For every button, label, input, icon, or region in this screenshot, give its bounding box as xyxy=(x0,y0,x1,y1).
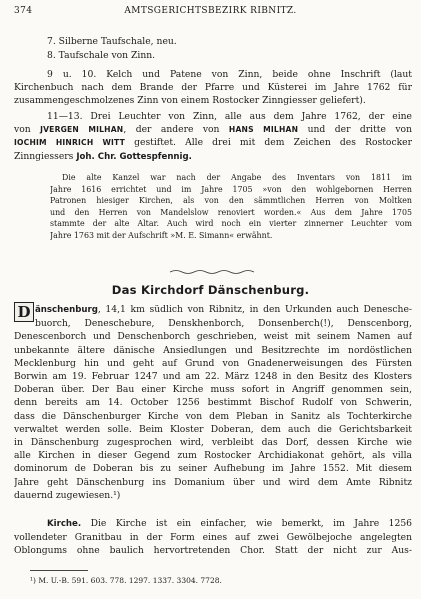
text-line: 11—13. Drei Leuchter von Zinn, alle aus dem Jahre 1762, der eine xyxy=(47,111,412,122)
text-line: zusammengeschmolzenes Zinn von einem Rostocker Zinngiesser geliefert). xyxy=(14,95,366,107)
text-line: dauernd zugewiesen.¹) xyxy=(14,489,121,501)
running-title: AMTSGERICHTSBEZIRK RIBNITZ. xyxy=(124,6,297,16)
text-span: von xyxy=(14,124,31,136)
text-line: unbekannte ältere dänische Ansiedlungen und Besitzrechte im nordöstlichen xyxy=(14,344,412,356)
text-line: alle Kirchen in dieser Gegend zum Rostocker Archidiakonat gehört, als villa xyxy=(14,450,412,462)
footnote-rule xyxy=(30,570,88,571)
item-9-10-paragraph xyxy=(14,68,412,108)
decorated-initial: D xyxy=(14,302,34,322)
text-line: Die alte Kanzel war nach der Angabe des Inventars von 1811 im xyxy=(62,173,412,182)
text-line: Mecklenburg hin und geht auf Grund von Gnadenerweisungen des Fürsten xyxy=(14,357,412,369)
small-print-note xyxy=(50,172,412,242)
text-line xyxy=(14,136,412,149)
text-line xyxy=(14,517,412,531)
text-line: vollendeter Granitbau in der Form eines auf zwei Gewölbejoche angelegten xyxy=(14,532,412,544)
text-span: gestiftet. Alle drei mit dem Zeichen des Rostocker xyxy=(134,137,412,149)
maker-name: Joh. Chr. Gottespfennig. xyxy=(76,151,192,162)
text-line: 9 u. 10. Kelch und Patene von Zinn, beide ohne Inschrift (laut xyxy=(47,69,412,80)
item-11-13-paragraph xyxy=(14,110,412,164)
text-line: verwaltet werden solle. Beim Kloster Doberan, dem auch die Gerichtsbarkeit xyxy=(14,423,412,435)
text-span: Zinngiessers xyxy=(14,150,74,162)
text-line: Jahre 1616 errichtet und im Jahre 1705 »von den wohlgebornen Herren xyxy=(50,184,412,194)
text-span: , der andere von xyxy=(123,124,220,136)
text-span: Die Kirche ist ein einfacher, wie bemerkt, im Jahre 1256 xyxy=(90,518,412,529)
section-ornament xyxy=(168,269,256,275)
item-7: 7. Silberne Taufschale, neu. xyxy=(47,36,177,47)
text-line: buorch, Deneschebure, Denskhenborch, Donsenberch(!), Denscenborg, xyxy=(35,318,412,330)
page-header xyxy=(14,6,407,18)
text-line xyxy=(14,150,412,164)
text-line: Borwin am 19. Februar 1247 und am 22. März 1248 in den Besitz des Klosters xyxy=(14,371,412,383)
section-title: Das Kirchdorf Dänschenburg. xyxy=(111,283,310,297)
kirche-heading: Kirche. xyxy=(47,519,82,529)
text-line: Patronen hiesiger Kirchen, als von den sämmtlichen Herren von Moltken xyxy=(50,196,412,206)
text-line: in Dänschenburg zugesprochen wird, verbleibt das Dorf, dessen Kirche wie xyxy=(14,437,412,449)
text-line: Jahre geht Dänschenburg ins Domanium über und wird dem Amte Ribnitz xyxy=(14,476,412,488)
footnote: ¹) M. U.-B. 591. 603. 778. 1297. 1337. 3304. 7728. xyxy=(30,576,222,585)
text-line: Doberan über. Der Bau einer Kirche muss sofort in Angriff genommen sein, xyxy=(14,384,412,396)
text-line: dass die Dänschenburger Kirche von dem Pleban in Sanitz als Tochterkirche xyxy=(14,410,412,422)
text-span: und der dritte von xyxy=(307,124,412,136)
text-span: , 14,1 km südlich von Ribnitz, in den Urkunden auch Denesche- xyxy=(97,304,412,315)
text-line: dominorum de Doberan bis zu seiner Aufhebung im Jahre 1552. Mit diesem xyxy=(14,463,412,475)
item-8: 8. Taufschale von Zinn. xyxy=(47,50,156,61)
text-line: denn bereits am 14. October 1256 bestimmt Bischof Rudolf von Schwerin, xyxy=(14,397,412,409)
text-line: Oblongums ohne baulich hervortretenden Chor. Statt der nicht zur Aus- xyxy=(14,545,412,557)
text-line: Jahre 1763 mit der Aufschrift »M. E. Simann« erwähnt. xyxy=(50,230,273,240)
text-line: stammte der alte Altar. Auch wird noch ein vierter zinnerner Leuchter vom xyxy=(50,219,412,229)
text-line: Denescenborch und Denschenborch geschrieben, weist mit seinem Namen auf xyxy=(14,331,412,343)
text-line: und den Herren von Mandelslow renoviert worden.« Aus dem Jahre 1705 xyxy=(50,207,412,217)
kirche-paragraph xyxy=(14,517,412,558)
text-line: Kirchenbuch nach dem Brande der Pfarre und Küsterei im Jahre 1762 für xyxy=(14,82,412,94)
inscription-name: IOCHIM HINRICH WITT xyxy=(14,138,125,148)
text-line xyxy=(14,303,412,317)
main-paragraph xyxy=(14,303,412,502)
page-number: 374 xyxy=(14,6,33,16)
place-name: änschenburg xyxy=(35,305,98,315)
text-line xyxy=(14,123,412,136)
inscription-name: JVERGEN MILHAN xyxy=(40,125,124,135)
inscription-name: HANS MILHAN xyxy=(228,125,299,135)
